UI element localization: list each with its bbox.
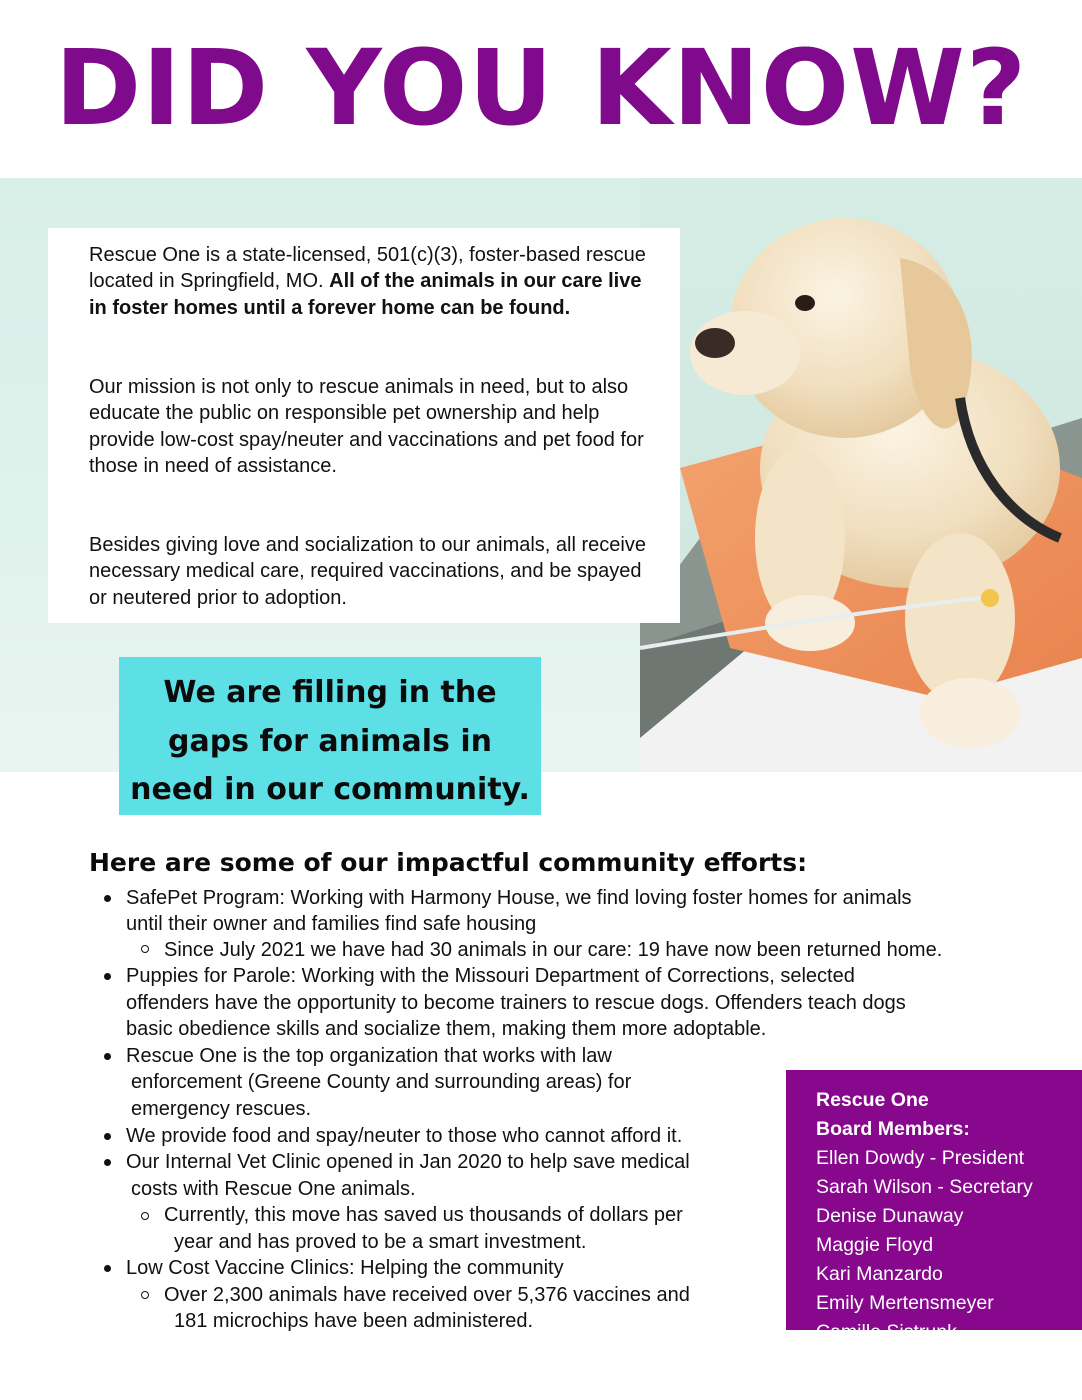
effort-line: Low Cost Vaccine Clinics: Helping the community xyxy=(126,1257,564,1279)
board-member: Sarah Wilson - Secretary xyxy=(816,1176,1033,1198)
board-member: Camille Sistrunk xyxy=(816,1321,957,1343)
board-member: Denise Dunaway xyxy=(816,1205,964,1227)
callout-line-1: We are filling in the xyxy=(163,675,497,710)
dog-on-vet-table-illustration xyxy=(640,178,1082,772)
effort-line: costs with Rescue One animals. xyxy=(131,1178,416,1200)
intro-paragraph-1 xyxy=(89,242,649,321)
intro-p1-text: Rescue One is a state-licensed, 501(c)(3), foster-based rescue located in Springfield, MO. xyxy=(89,244,646,293)
dog-photo xyxy=(640,178,1082,772)
effort-line: offenders have the opportunity to become trainers to rescue dogs. Offenders teach dogs xyxy=(126,992,906,1014)
board-member: Ellen Dowdy - President xyxy=(816,1147,1025,1169)
callout-line-2: gaps for animals in xyxy=(167,723,492,759)
board-heading-2: Board Members: xyxy=(816,1118,970,1140)
sub-bullet-circle xyxy=(141,945,149,953)
effort-line: enforcement (Greene County and surrounding areas) for xyxy=(131,1071,632,1093)
board-member: Kari Manzardo xyxy=(816,1263,943,1285)
sub-bullet-circle xyxy=(141,1212,149,1220)
sub-bullet-circle xyxy=(141,1291,149,1299)
effort-line: basic obedience skills and socialize them, making them more adoptable. xyxy=(126,1018,767,1040)
bullet-dot xyxy=(104,1053,111,1060)
callout-line-3: need in our community. xyxy=(130,772,530,807)
effort-line: Puppies for Parole: Working with the Missouri Department of Corrections, selected xyxy=(126,965,855,987)
efforts-heading: Here are some of our impactful community efforts: xyxy=(89,848,808,877)
board-member: Maggie Floyd xyxy=(816,1234,934,1256)
callout-box xyxy=(119,657,541,815)
effort-line: Rescue One is the top organization that works with law xyxy=(126,1045,612,1067)
intro-paragraph-3: Besides giving love and socialization to our animals, all receive necessary medical care, required vaccinations, and be spayed or neutered prior to adoption. xyxy=(89,534,646,609)
effort-line: until their owner and families find safe housing xyxy=(126,913,537,935)
callout-text xyxy=(119,669,541,815)
board-heading-1: Rescue One xyxy=(816,1089,929,1111)
bullet-dot xyxy=(104,1159,111,1166)
board-members-box xyxy=(786,1070,1082,1343)
effort-line: emergency rescues. xyxy=(131,1098,312,1120)
effort-line: Over 2,300 animals have received over 5,376 vaccines and xyxy=(164,1284,690,1306)
effort-line: SafePet Program: Working with Harmony House, we find loving foster homes for animals xyxy=(126,887,912,909)
intro-p1-bold: All of the animals in our care live in foster homes until a forever home can be found. xyxy=(89,270,642,319)
bullet-dot xyxy=(104,895,111,902)
effort-line: Our Internal Vet Clinic opened in Jan 2020 to help save medical xyxy=(126,1151,690,1173)
intro-text-box xyxy=(48,228,680,623)
effort-line: We provide food and spay/neuter to those who cannot afford it. xyxy=(126,1125,683,1147)
bullet-dot xyxy=(104,1133,111,1140)
effort-line: Currently, this move has saved us thousands of dollars per xyxy=(164,1204,683,1226)
bullet-dot xyxy=(104,1265,111,1272)
intro-paragraph-2: Our mission is not only to rescue animals in need, but to also educate the public on responsible pet ownership and help provide low-cost spay/neuter and vaccinations and pet food for those in need of assistance. xyxy=(89,376,644,477)
board-member: Emily Mertensmeyer xyxy=(816,1292,994,1314)
effort-line: Since July 2021 we have had 30 animals in our care: 19 have now been returned home. xyxy=(164,939,943,961)
effort-line: 181 microchips have been administered. xyxy=(174,1310,534,1332)
effort-line: year and has proved to be a smart investment. xyxy=(174,1231,587,1253)
bullet-dot xyxy=(104,973,111,980)
page-title: DID YOU KNOW? xyxy=(54,27,1028,149)
